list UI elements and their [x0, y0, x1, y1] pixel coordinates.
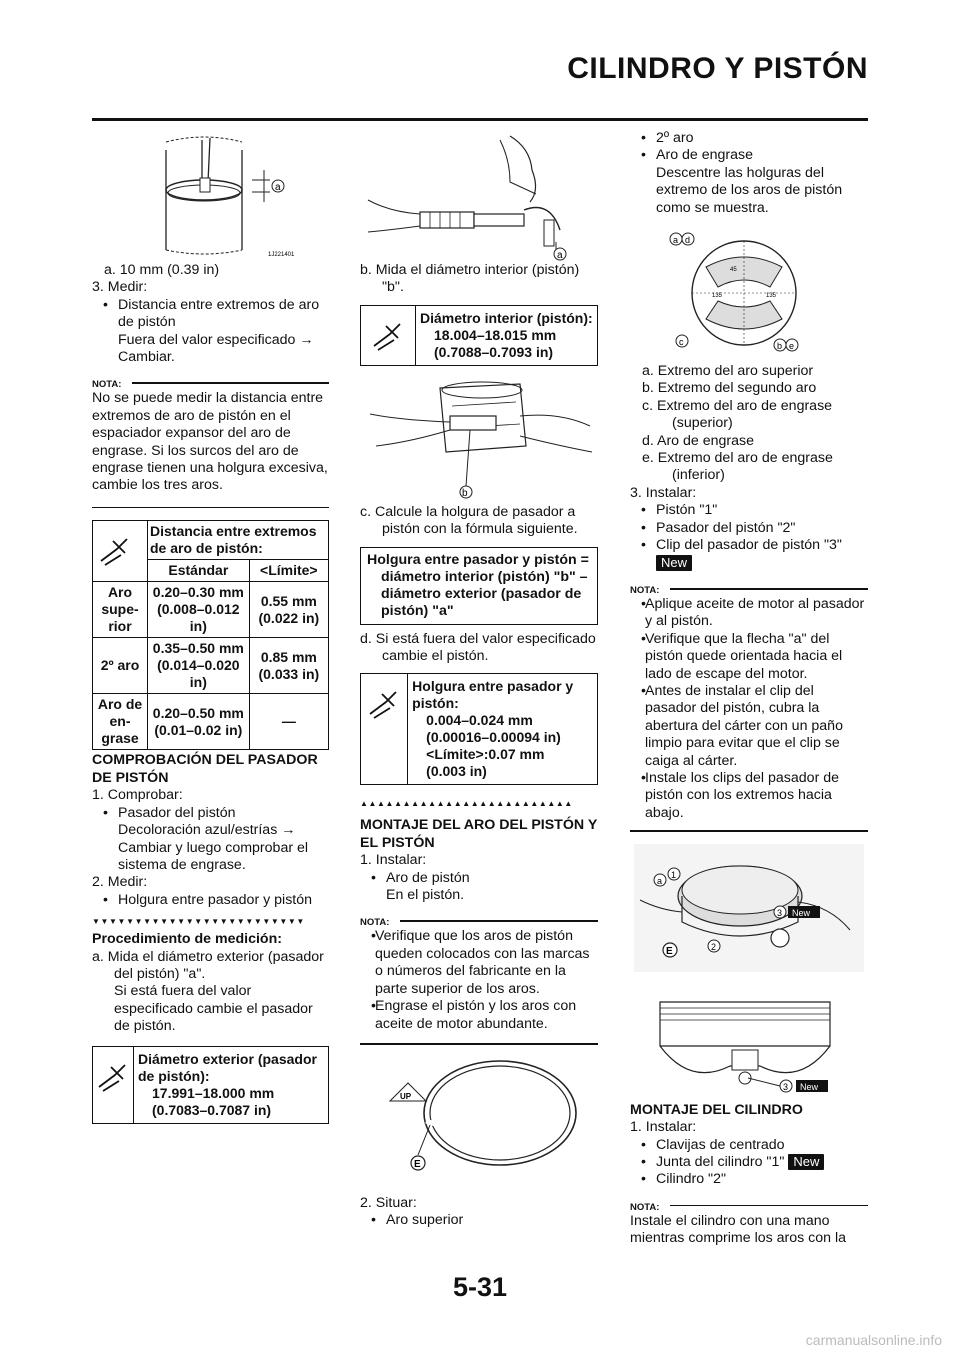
fig-num-a: a: [657, 875, 663, 886]
section-montaje-cilindro: MONTAJE DEL CILINDRO: [630, 1101, 803, 1118]
nota-text: Instale el cilindro con una mano mientras comprime los aros con la: [630, 1212, 847, 1247]
procedure-heading: Procedimiento de medición:: [92, 931, 282, 948]
caption-item: e. Extremo del aro de engrase (inferior): [642, 450, 833, 484]
piston-ring-figure: [360, 1055, 598, 1187]
triangle-row-down: ▼▼▼▼▼▼▼▼▼▼▼▼▼▼▼▼▼▼▼▼▼▼▼▼▼: [92, 917, 305, 927]
formula-box: [360, 547, 598, 625]
ring-gap-table: [92, 520, 329, 750]
new-badge: New: [656, 555, 692, 571]
row-std: 0.20–0.30 mm (0.008–0.012 in): [148, 582, 250, 638]
fig-num-1: 1: [671, 869, 677, 880]
divider: [92, 507, 329, 509]
nota-divider: NOTA:: [92, 374, 329, 388]
step-1: 1. Instalar:: [360, 852, 427, 869]
row-lim: —: [249, 694, 328, 750]
caption-item: a. Extremo del aro superior: [642, 363, 814, 380]
spec-value: <Límite>:0.07 mm: [426, 746, 545, 763]
nota-text: No se puede medir la distancia entre extremos de aro de pistón en el espaciador expansor del aro de engrase. Si los surcos del aro de engrase tienen una holgura excesiva, cambie los tres aros.: [92, 390, 328, 494]
wrench-icon: [93, 521, 148, 582]
spec-value: 18.004–18.015 mm: [434, 326, 557, 343]
row-std: 0.35–0.50 mm (0.014–0.020 in): [148, 638, 250, 694]
section-pasador: COMPROBACIÓN DEL PASADOR DE PISTÓN: [92, 752, 318, 786]
caption-item: b. Extremo del segundo aro: [642, 380, 817, 397]
caption-item: c. Extremo del aro de engrase (superior): [642, 397, 833, 432]
micrometer-figure: [360, 130, 598, 262]
fig-label-d: d: [685, 235, 691, 246]
piston-install-figure: [630, 840, 868, 976]
col-lim: <Límite>: [249, 560, 328, 582]
fig-label-a: a: [673, 235, 679, 246]
spec-value: (0.7083–0.7087 in): [152, 1101, 272, 1118]
nota-bullet: • Aplique aceite de motor al pasador y al pistón.: [630, 596, 868, 631]
fig-num-e: E: [666, 945, 673, 957]
oil-mark-e: E: [414, 1158, 421, 1170]
bullet-aro: • Aro de pistón: [360, 870, 598, 887]
fig-label-b: b: [462, 487, 468, 499]
nota-bullet: • Antes de instalar el clip del pasador del pistón, cubra la abertura del cárter con un paño limpio para evitar que el clip se caiga al cárter.: [630, 683, 868, 770]
fig-label-e: e: [789, 341, 795, 352]
step-2: 2. Medir:: [92, 874, 148, 891]
spec-title: Diámetro interior (pistón):: [420, 309, 593, 326]
divider: [360, 1043, 598, 1045]
wrench-icon: [361, 674, 408, 784]
bullet-aro-superior: • Aro superior: [360, 1212, 598, 1229]
spec-title: Diámetro exterior (pasador de pistón):: [138, 1050, 317, 1084]
page-title: CILINDRO Y PISTÓN: [567, 52, 868, 85]
header-rule: [92, 118, 868, 121]
piston-bore-figure: [360, 376, 598, 504]
fig-new-badge: New: [792, 907, 811, 918]
new-badge: New: [788, 1154, 824, 1170]
wrench-icon: [93, 1047, 134, 1123]
bullet-distancia: • Distancia entre extremos de aro de pistón: [92, 297, 329, 332]
wrench-icon: [361, 306, 416, 365]
row-lim: 0.85 mm (0.033 in): [249, 638, 328, 694]
formula-text: Holgura entre pasador y pistón = diámetro interior (pistón) "b" – diámetro exterior (pasador de pistón) "a": [367, 551, 589, 619]
spec-value: (0.003 in): [426, 763, 487, 780]
bullet-clip: • Clip del pasador de pistón "3": [630, 537, 868, 554]
step-b: b. Mida el diámetro interior (pistón) "b".: [360, 262, 580, 296]
bullet-holgura: • Holgura entre pasador y pistón: [92, 892, 329, 909]
fig-new-badge: New: [800, 1081, 819, 1092]
fig-label-a: a: [275, 182, 281, 193]
bullet-cilindro: • Cilindro "2": [630, 1171, 868, 1188]
bullet-pasador: • Pasador del pistón "2": [630, 520, 868, 537]
triangle-row-up: ▲▲▲▲▲▲▲▲▲▲▲▲▲▲▲▲▲▲▲▲▲▲▲▲▲: [360, 799, 573, 809]
bullet-2aro: • 2º aro: [630, 130, 868, 147]
bullet-piston: • Pistón "1": [630, 502, 868, 519]
nota-divider: NOTA:: [630, 1197, 868, 1211]
step-2-situar: 2. Situar:: [360, 1194, 417, 1211]
fig-label-b: b: [777, 341, 783, 352]
column-1: [92, 130, 329, 1124]
column-2: [360, 130, 598, 1229]
fig-label-c: c: [679, 337, 684, 348]
step-1: 1. Comprobar:: [92, 787, 183, 804]
nota-bullet: • Verifique que la flecha "a" del pistón quede orientada hacia el lado de escape del motor.: [630, 631, 868, 683]
section-montaje-aro: MONTAJE DEL ARO DEL PISTÓN Y EL PISTÓN: [360, 817, 598, 851]
step-d: d. Si está fuera del valor especificado cambie el pistón.: [360, 630, 596, 665]
step-1: 1. Instalar:: [630, 1119, 697, 1136]
ring-up-label: UP: [400, 1091, 412, 1101]
fig-num-3: 3: [783, 1081, 789, 1092]
ring-gap-orientation-figure: [666, 227, 806, 357]
fig-num-2: 2: [711, 941, 717, 952]
column-3: [630, 130, 868, 1248]
fig-label-a: a: [557, 250, 563, 261]
fig-num-3: 3: [777, 907, 783, 918]
nota-divider: NOTA:: [630, 580, 868, 594]
spec-box-interior: [360, 305, 598, 366]
step-a: a. Mida el diámetro exterior (pasador del pistón) "a".: [92, 948, 324, 982]
piston-clip-figure: [630, 986, 868, 1096]
ring-gap-figure: [92, 130, 329, 262]
nota-bullet: • Instale los clips del pasador de pistón con los extremos hacia abajo.: [630, 770, 868, 822]
angle-45: 45: [730, 267, 737, 274]
nota-bullet: • Verifique que los aros de pistón queden colocados con las marcas o números del fabricante en la parte superior de los aros.: [360, 928, 598, 998]
spec-value: (0.00016–0.00094 in): [426, 729, 561, 746]
step-3-instalar: 3. Instalar:: [630, 484, 697, 501]
step-c: c. Calcule la holgura de pasador a pistón con la fórmula siguiente.: [360, 503, 578, 538]
fig-code: 1J221401: [268, 252, 295, 258]
text-fuera: Fuera del valor especificado → Cambiar.: [118, 331, 314, 366]
row-lim: 0.55 mm (0.022 in): [249, 582, 328, 638]
row-name: Aro supe-rior: [93, 582, 148, 638]
spec-value: 0.004–0.024 mm: [426, 712, 533, 729]
bullet-clavijas: • Clavijas de centrado: [630, 1137, 868, 1154]
bullet-junta: • Junta del cilindro "1" New: [630, 1154, 868, 1171]
page-number: 5-31: [452, 1272, 508, 1302]
row-name: Aro de en-grase: [93, 694, 148, 750]
text-en-piston: En el pistón.: [386, 887, 465, 904]
nota-divider: NOTA:: [360, 912, 598, 926]
step-a-cont: Si está fuera del valor especificado cambie el pasador de pistón.: [114, 983, 313, 1035]
spec-box-exterior: [92, 1046, 329, 1124]
bullet-pasador: • Pasador del pistón: [92, 805, 329, 822]
spec-value: (0.7088–0.7093 in): [434, 343, 554, 360]
spec-box-holgura: [360, 673, 598, 785]
bullet-engrase: • Aro de engrase: [630, 147, 868, 164]
row-name: 2º aro: [93, 638, 148, 694]
text-descentre: Descentre las holguras del extremo de los aros de pistón como se muestra.: [656, 164, 843, 216]
spec-title: Holgura entre pasador y pistón:: [412, 678, 574, 712]
step-3-medir: 3. Medir:: [92, 279, 148, 296]
angle-135-left: 135: [712, 293, 723, 300]
caption-item: d. Aro de engrase: [642, 432, 755, 449]
watermark: carmanualsonline.info: [805, 1332, 942, 1348]
nota-bullet: • Engrase el pistón y los aros con aceite de motor abundante.: [360, 998, 598, 1033]
divider: [630, 830, 868, 832]
angle-135-right: 135: [766, 293, 777, 300]
table-title: Distancia entre extremos de aro de pistón:: [148, 521, 329, 560]
col-std: Estándar: [148, 560, 250, 582]
row-std: 0.20–0.50 mm (0.01–0.02 in): [148, 694, 250, 750]
spec-value: 17.991–18.000 mm: [152, 1084, 275, 1101]
caption-a: a. 10 mm (0.39 in): [104, 262, 220, 278]
text-decoloracion: Decoloración azul/estrías → Cambiar y luego comprobar el sistema de engrase.: [118, 822, 309, 873]
